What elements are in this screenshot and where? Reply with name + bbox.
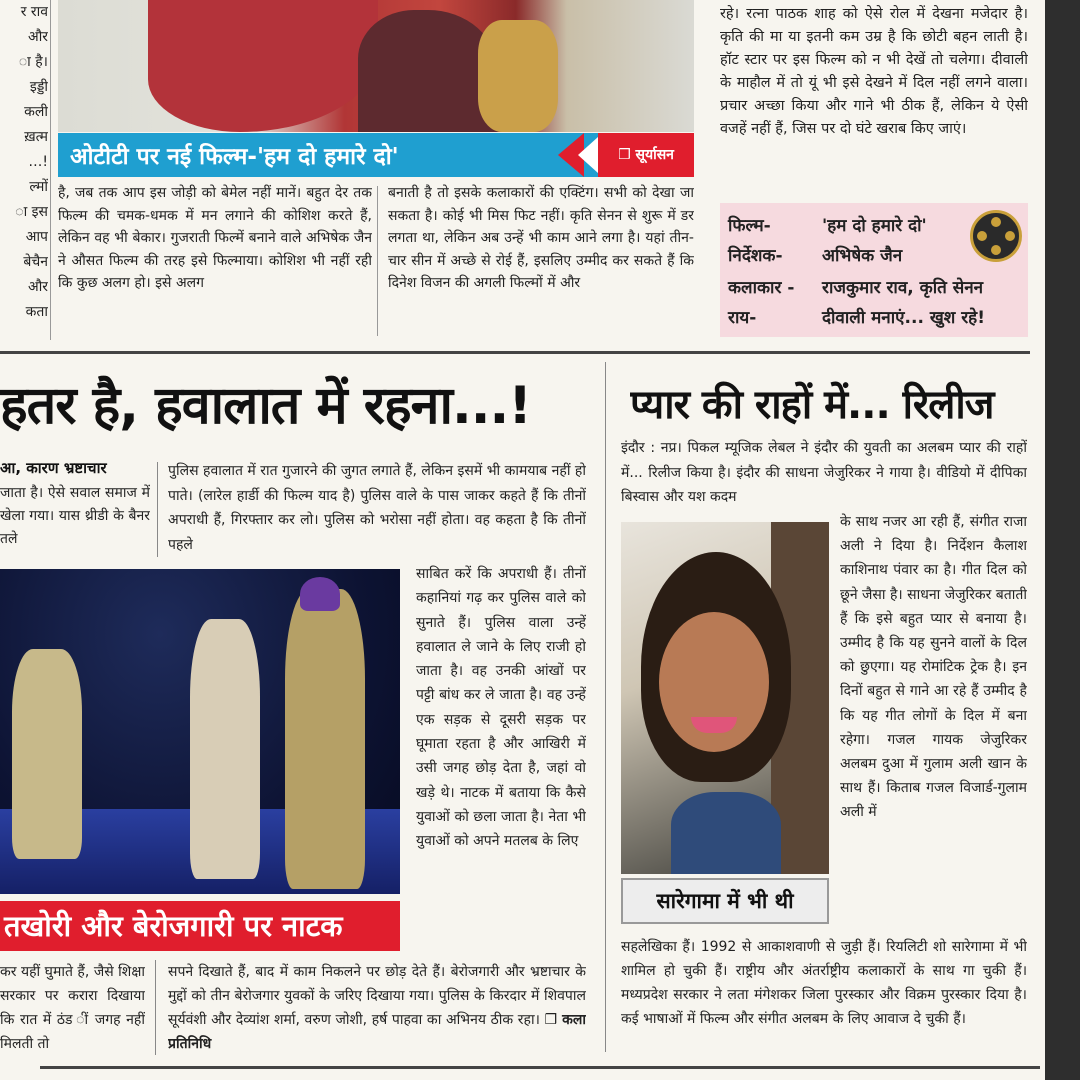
top-left-column [0, 0, 48, 335]
info-value-rating: दीवाली मनाएं... खुश रहे! [822, 308, 985, 328]
song-headline: प्यार की राहों में... रिलीज [630, 382, 994, 428]
play-subhead: आ, कारण भ्रष्टाचार [0, 459, 107, 477]
play-bottom-mid [168, 960, 586, 1058]
play-left-col-top: जाता है। ऐसे सवाल समाज में खेला गया। यास थ्रीडी के बैनर तले [0, 485, 150, 547]
film-still-photo [58, 0, 694, 132]
play-headline: हतर है, हवालात में रहना...! [0, 376, 531, 436]
column-rule [155, 960, 156, 1055]
info-label-director: निर्देशक- [728, 246, 783, 266]
top-left-line: र राव [20, 4, 48, 20]
play-mid-top: पुलिस हवालात में रात गुजारने की जुगत लगाते हैं, लेकिन इसमें भी कामयाब नहीं हो पाते। (लारेल हार्डी की फिल्म याद है) पुलिस वाले के पास जाकर कहते हैं कि तीनों अपराधी हैं, गिरफ्तार कर लो। पुलिस को भरोसा नहीं होता। वह कहता है कि तीनों पहले [168, 463, 586, 553]
top-left-line: ख़त्म [24, 129, 48, 145]
top-left-line: कता [25, 304, 48, 320]
top-left-line: और [27, 279, 48, 295]
singer-photo [621, 522, 829, 874]
play-bottom-left: कर यहीं घुमाते हैं, जैसे शिक्षा सरकार पर करारा दिखाया कि रात में ठंड ीं जगह नहीं मिलती तो [0, 964, 145, 1052]
info-value-cast: राजकुमार राव, कृति सेनन [822, 278, 984, 298]
top-left-line: और [27, 29, 48, 45]
info-value-film: 'हम दो हमारे दो' [822, 216, 927, 236]
play-bottom-mid-text: सपने दिखाते हैं, बाद में काम निकलने पर छोड़ देते हैं। बेरोजगारी और भ्रष्टाचार के मुद्दों को तीन बेरोजगार युवकों के जरिए दिखाया गया। पुलिस के किरदार में शिवपाल सूर्यवंशी और देव्यांश शर्मा, वरुण जोशी, हर्ष पाहवा का अभिनय ठीक रहा। [168, 964, 586, 1028]
column-rule [50, 0, 51, 340]
film-reel-icon [970, 210, 1022, 262]
top-left-line: इड्डी [29, 79, 48, 95]
top-left-line: ा इस [15, 204, 48, 220]
page-edge-shadow [1045, 0, 1080, 1080]
top-left-line: कली [24, 104, 48, 120]
top-left-line: ल्मों [29, 179, 48, 195]
column-rule [157, 462, 158, 557]
song-bottom: सहलेखिका हैं। 1992 से आकाशवाणी से जुड़ी हैं। रियलिटी शो सारेगामा में भी शामिल हो चुकी हैं। राष्ट्रीय और अंतर्राष्ट्रीय कलाकारों के साथ गा चुकी हैं। मध्यप्रदेश सरकार ने लता मंगेशकर जिला पुरस्कार और विक्रम पुरस्कार दिया है। कई भाषाओं में फिल्म और संगीत अलबम के लिए आवाज दे चुकी हैं। [621, 939, 1027, 1027]
review-col-2: बनाती है तो इसके कलाकारों की एक्टिंग। सभी को देखा जा सकता है। कोई भी मिस फिट नहीं। कृति सेनन से शुरू में डर लगता था, लेकिन अब उन्हें भी काम आने लगा है। यहां तीन-चार सीन में अच्छे से रोई हैं, इसलिए उम्मीद कर सकते हैं कि दिनेश विजन की अगली फिल्मों में और [388, 185, 694, 291]
info-label-film: फिल्म- [728, 216, 771, 236]
top-left-line: ा है। [18, 54, 48, 70]
info-label-rating: राय- [728, 308, 757, 328]
review-col-3: रहे। रत्ना पाठक शाह को ऐसे रोल में देखना मजेदार है। कृति की मा या इतनी कम उम्र है कि छोटी बहन लाती है। हॉट स्टार पर इस फिल्म को न भी देखें तो चलेगा। दीवाली के माहौल में तो यूं भी इसे देखने में दिल नहीं लगने वाला। प्रचार अच्छा किया और गाने भी ठीक हैं, लेकिन ये ऐसी वजहें नहीं हैं, जिस पर दो घंटे खराब किए जाएं। [720, 6, 1028, 137]
song-intro: इंदौर : नप्र। पिकल म्यूजिक लेबल ने इंदौर की युवती का अलबम प्यार की राहों में... रिलीज किया है। इंदौर की साधना जेजुरिकर ने गाया है। वीडियो में दीपिका बिस्वास और यश कदम [621, 440, 1027, 505]
info-value-director: अभिषेक जैन [822, 246, 903, 266]
bottom-rule [40, 1066, 1040, 1069]
review-col-1: है, जब तक आप इस जोड़ी को बेमेल नहीं मानें। बहुत देर तक फिल्म की चमक-धमक में मन लगाने की कोशिश करते हैं, लेकिन वह भी बेकार। गुजराती फिल्में बनाने वाले अभिषेक जैन ने औसत फिल्म की तरह इसे फिल्माया। कोशिश भी नहीं रही कि कुछ अलग हो। इसे अलग [58, 185, 372, 291]
play-stage-photo [0, 569, 400, 894]
banner-title: ओटीटी पर नई फिल्म-'हम दो हमारे दो' [70, 144, 399, 170]
singer-photo-caption: सारेगामा में भी थी [621, 878, 829, 924]
info-label-cast: कलाकार - [728, 278, 795, 298]
review-author: ❒ सूर्यासन [598, 133, 694, 177]
film-review-banner [58, 133, 694, 177]
play-byline: ❒ कला प्रतिनिधि [168, 1012, 586, 1052]
column-rule [377, 186, 378, 336]
column-rule [605, 362, 606, 1052]
play-mid-narrow: साबित करें कि अपराधी हैं। तीनों कहानियां गढ़ कर पुलिस वाले को सुनाते हैं। पुलिस वाला उन्हें हवालात ले जाने के लिए राजी हो जाता है। वह उनकी आंखों पर पट्टी बांध कर ले जाता है। वह उन्हें एक सड़क से दूसरी सड़क पर घूमाता रहता है और आखिरी में उसी जगह छोड़ देता है, जहां वो खड़े थे। नाटक में बताया कि कैसे युवाओं को छला जाता है। नेता भी युवाओं को अपने मतलब के लिए [416, 566, 586, 850]
song-side-col: के साथ नजर आ रही हैं, संगीत राजा अली ने दिया है। निर्देशन कैलाश काशिनाथ पंवार का है। गीत दिल को छूने जैसा है। साधना जेजुरिकर बताती हैं कि इसे बहुत प्यार से बनाया है। उम्मीद है कि यह सुनने वालों के दिल को छुएगा। यह रोमांटिक ट्रेक है। इन दिनों बहुत से गाने आ रहे हैं उम्मीद है कि यह गीत लोगों के दिल में बना रहेगा। गजल गायक जेजुरिकर अलबम दुआ में गुलाम अली खान के साथ हैं। किताब गजल विजार्ड-गुलाम अली में [840, 514, 1027, 821]
top-left-line: आप [25, 229, 48, 245]
top-left-line: बेचैन [23, 254, 48, 270]
top-left-line: …! [28, 154, 48, 170]
play-photo-caption: तखोरी और बेरोजगारी पर नाटक [0, 901, 400, 951]
section-divider [0, 351, 1030, 354]
